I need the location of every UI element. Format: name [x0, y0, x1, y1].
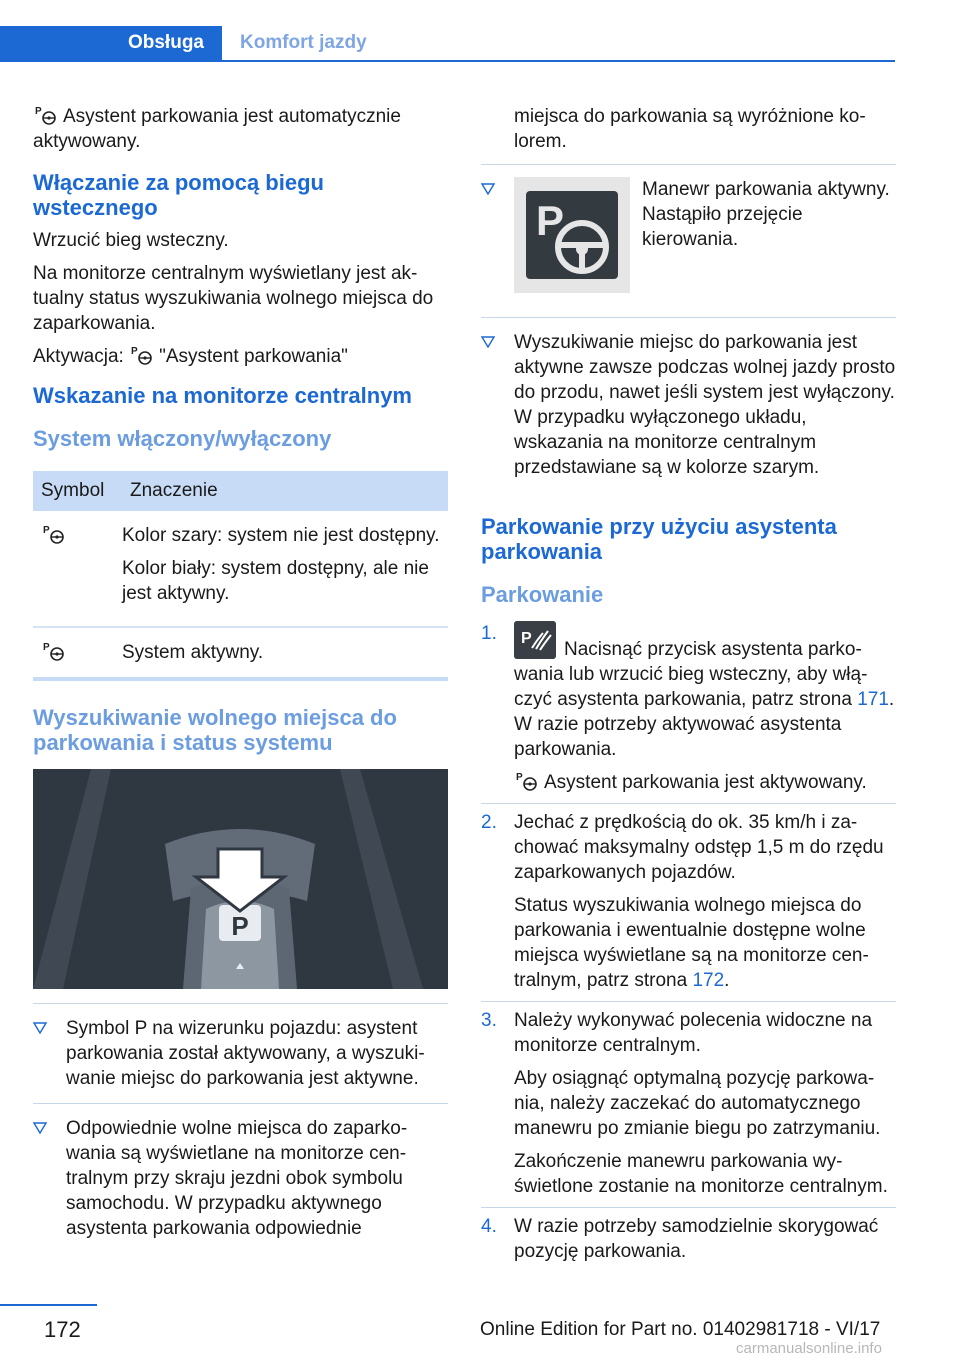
triangle-bullet-icon [33, 1022, 47, 1034]
heading-central-display: Wskazanie na monitorze centralnym [33, 383, 412, 408]
heading-reverse-gear: Włączanie za pomocą biegu wstecznego [33, 170, 324, 220]
intro-text: Asystent parkowania jest automatycznie aktywowany. [33, 106, 401, 152]
parking-maneuver-active-icon [514, 177, 630, 293]
tab-obsluga[interactable]: Obsługa [0, 26, 222, 60]
footer-divider [0, 1304, 97, 1306]
triangle-bullet-icon [481, 183, 495, 195]
parking-assistant-icon [131, 345, 153, 365]
list-item: 3. Należy wykonywać polecenia widoczne na monitorze centralnym. Aby osiągnąć optymalną pozycję parkowania, należy zaczekać do automatycznego manewru po zmianie biegu po zatrzymaniu. Zakończenie manewru parkowania wyświetlone zostanie na monitorze centralnym. [481, 1001, 896, 1207]
triangle-bullet-icon [33, 1122, 47, 1134]
list-item [481, 164, 896, 317]
search-bullets [33, 1003, 448, 1253]
heading-parkowanie: Parkowanie [481, 582, 604, 607]
list-item: Odpowiednie wolne miejsca do zaparkowania są wyświetlane na monitorze centralnym przy skraju jezdni obok symbolu samochodu. W przypadku aktywnego asystenta parkowania odpowiednie [33, 1103, 448, 1253]
svg-text:P: P [131, 346, 138, 357]
car-scene-graphic [33, 769, 448, 989]
svg-text:P: P [35, 106, 42, 117]
right-column [481, 104, 896, 1272]
heading-system-on-off: System włączony/wyłączony [33, 426, 332, 451]
parking-assistant-active-icon [43, 641, 65, 661]
step-number: 1. [481, 623, 497, 644]
watermark: carmanualsonline.info [736, 1340, 882, 1357]
reverse-step: Wrzucić bieg wsteczny. [33, 230, 229, 251]
activation-value: "Asystent parkowania" [159, 346, 348, 367]
step-number: 2. [481, 812, 497, 833]
page-link-171[interactable]: 171 [857, 689, 889, 710]
list-item: Symbol P na wizerunku pojazdu: asystent parkowania został aktywowany, a wyszukiwanie miejsc do parkowania jest aktywne. [33, 1003, 448, 1103]
intro-paragraph [33, 104, 448, 154]
table-row [33, 511, 448, 627]
svg-text:P: P [536, 197, 565, 244]
table-row [33, 627, 448, 679]
svg-text:P: P [43, 642, 50, 653]
list-item: 2. Jechać z prędkością do ok. 35 km/h i zachować maksymalny odstęp 1,5 m do rzędu zaparkowanych pojazdów. Status wyszukiwania wolnego miejsca do parkowania i ewentualnie dostępne wolne miejsca wyświetlane są na monitorze centralnym, patrz strona 172. [481, 803, 896, 1001]
list-item: 4. W razie potrzeby samodzielnie skorygować pozycję parkowania. [481, 1207, 896, 1272]
column-symbol: Symbol [33, 471, 122, 511]
activation-line [33, 344, 448, 369]
list-item: Wyszukiwanie miejsc do parkowania jest aktywne zawsze podczas wolnej jazdy prosto do przodu, nawet jeśli system jest wyłączony. W przypadku wyłączonego układu, wskazania na monitorze centralnym przedstawiane są w kolorze szarym. [481, 317, 896, 492]
parking-assistant-icon [516, 771, 538, 791]
edition-text: Online Edition for Part no. 01402981718 - VI/17 [480, 1319, 881, 1340]
page-number: 172 [44, 1317, 81, 1342]
parking-steps [481, 615, 896, 1272]
svg-text:P: P [231, 911, 249, 941]
activation-label: Aktywacja: [33, 346, 124, 367]
maneuver-active-text: Manewr parkowania aktywny. Nastąpiło przejęcie kierowania. [642, 179, 890, 250]
tab-komfort-jazdy[interactable]: Komfort jazdy [240, 32, 367, 53]
heading-search-status: Wyszukiwanie wolnego miejsca do parkowania i status systemu [33, 705, 397, 755]
parking-assistant-icon [35, 105, 57, 125]
column-meaning: Znaczenie [122, 471, 448, 511]
step-number: 3. [481, 1010, 497, 1031]
svg-text:P: P [43, 525, 50, 536]
header-tabs [0, 26, 895, 62]
step-number: 4. [481, 1216, 497, 1237]
list-item: 1. P Nacisnąć przycisk asystenta parkowania lub wrzucić bieg wsteczny, aby włączyć asystenta parkowania, patrz strona 171. W razie potrzeby aktywować asystenta parkowania. P Asystent parkowania jest aktywowany. [481, 623, 895, 793]
heading-parking-with-assistant: Parkowanie przy użyciu asystenta parkowania [481, 514, 837, 564]
left-column [33, 104, 448, 1253]
page-link-172[interactable]: 172 [692, 970, 725, 991]
svg-text:P: P [521, 630, 532, 647]
parking-assistant-button-icon [514, 621, 556, 659]
meaning-active: System aktywny. [122, 627, 448, 679]
meaning-gray: Kolor szary: system nie jest dostępny. [122, 525, 440, 546]
symbol-table-header [33, 471, 448, 511]
parking-assistant-gray-icon [43, 524, 65, 544]
reverse-description: Na monitorze centralnym wyświetlany jest aktualny status wyszukiwania wolnego miejsca do zaparkowania. [33, 263, 434, 334]
svg-text:P: P [516, 772, 523, 783]
symbol-table [33, 471, 448, 681]
parking-search-illustration [33, 769, 448, 989]
triangle-bullet-icon [481, 336, 495, 348]
bullet-continuation: miejsca do parkowania są wyróżnione kolorem. [514, 106, 866, 152]
meaning-white: Kolor biały: system dostępny, ale nie jest aktywny. [122, 558, 429, 604]
